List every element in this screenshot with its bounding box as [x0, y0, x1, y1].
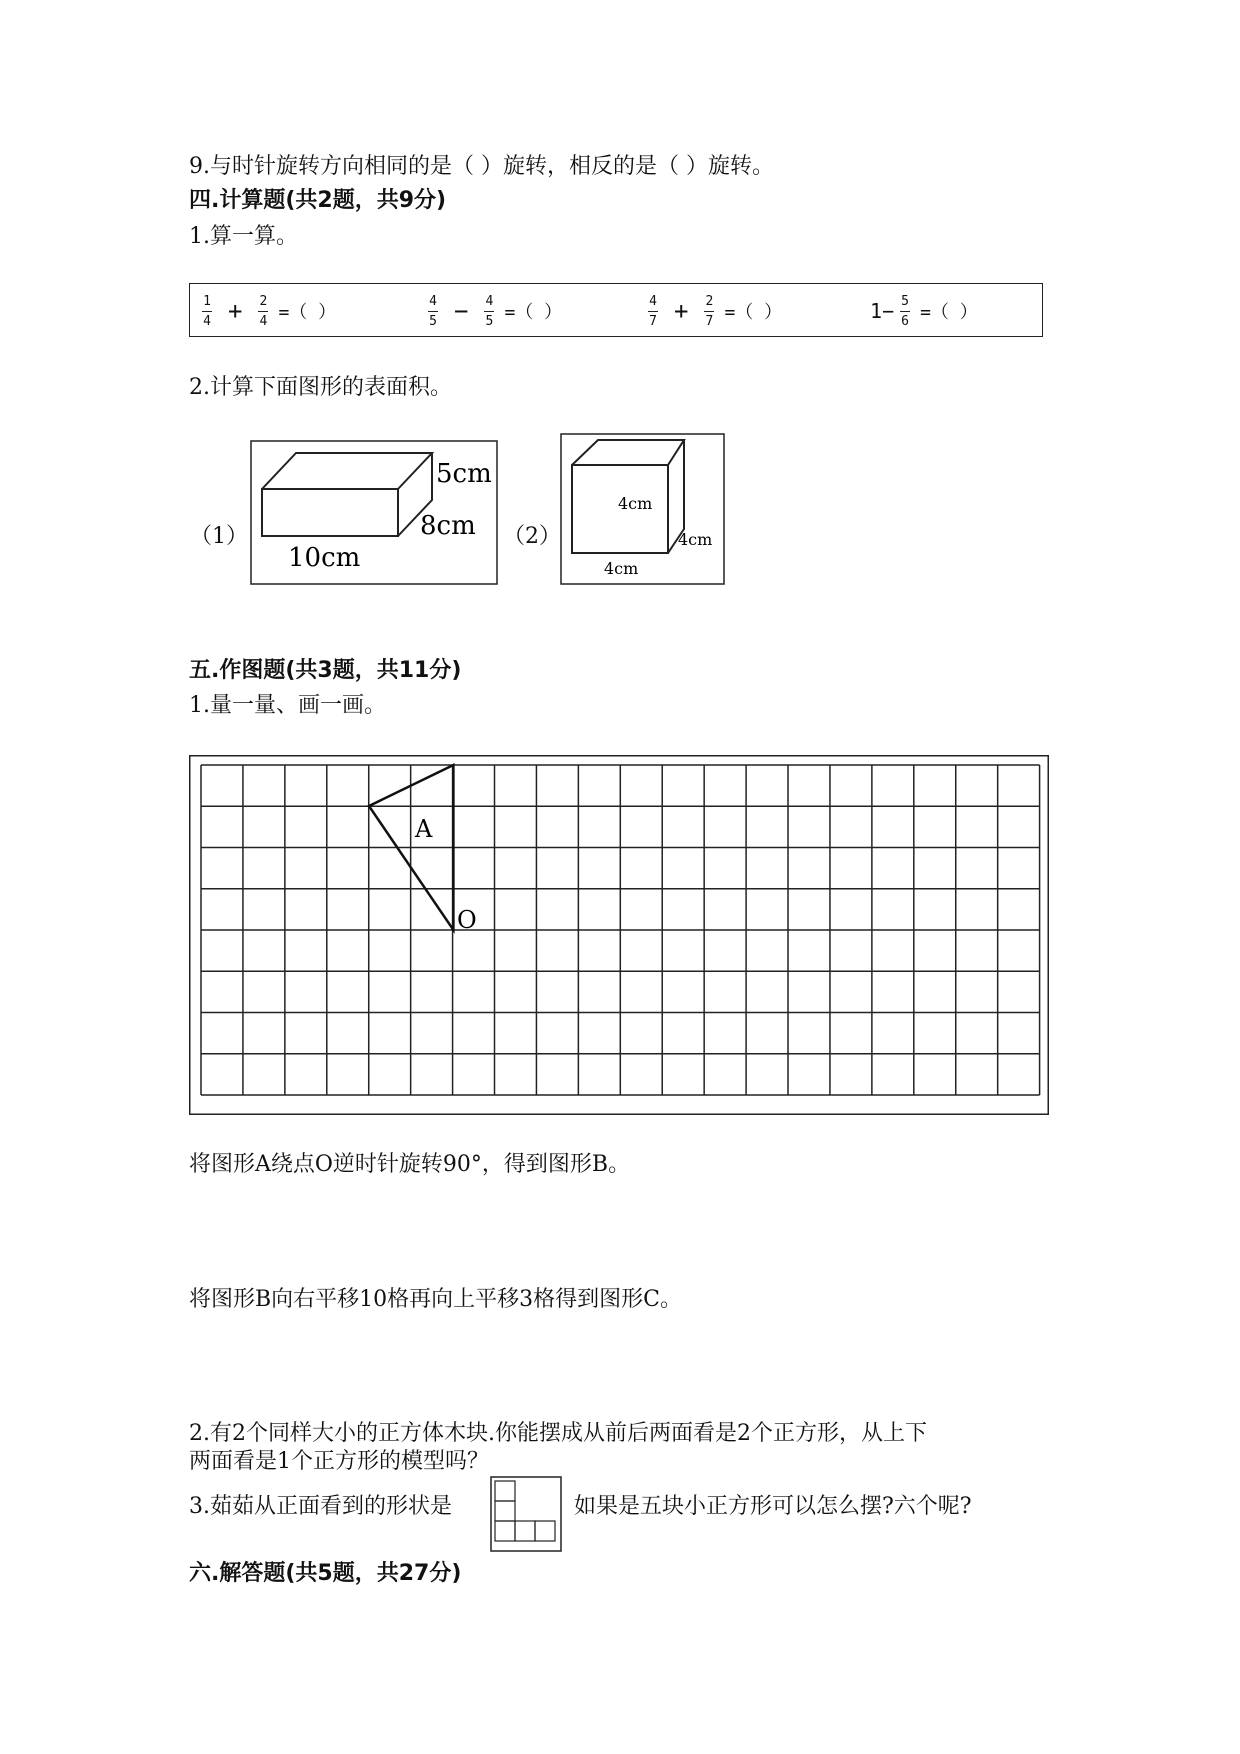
answer-blank[interactable]: =（ ） — [504, 302, 563, 323]
section-4-q2-label: 2.计算下面图形的表面积。 — [189, 375, 452, 400]
figure-2-label: （2） — [503, 524, 561, 549]
question-9: 9.与时针旋转方向相同的是（ ）旋转，相反的是（ ）旋转。 — [189, 154, 774, 179]
cuboid-height-label: 5cm — [436, 459, 492, 489]
section-5-q2-line-1: 2.有2个同样大小的正方体木块.你能摆成从前后两面看是2个正方形，从上下 — [189, 1421, 927, 1446]
section-5-q3-part-1: 3.茹茹从正面看到的形状是 — [189, 1494, 452, 1519]
calc-item-3: $\frac{4}{7}$ + $\frac{2}{7}$ =（ ） — [649, 293, 783, 329]
instruction-rotate: 将图形A绕点O逆时针旋转90°，得到图形B。 — [189, 1152, 631, 1177]
cuboid-figure — [250, 440, 498, 585]
fraction: $\frac{4}{5}$ — [429, 293, 437, 329]
fraction: $\frac{2}{4}$ — [259, 293, 268, 329]
fraction: $\frac{1}{4}$ — [203, 293, 211, 329]
instruction-translate: 将图形B向右平移10格再向上平移3格得到图形C。 — [189, 1287, 682, 1312]
answer-blank[interactable]: =（ ） — [278, 302, 337, 323]
section-5-heading: 五.作图题(共3题，共11分) — [189, 658, 462, 683]
grid-lines — [201, 765, 1040, 1095]
fraction: $\frac{4}{7}$ — [649, 293, 657, 329]
calc-item-1: $\frac{1}{4}$ + $\frac{2}{4}$ =（ ） — [203, 293, 337, 329]
section-5-q1-label: 1.量一量、画一画。 — [189, 693, 386, 718]
section-4-q1-label: 1.算一算。 — [189, 224, 298, 249]
drawing-grid — [189, 755, 1049, 1115]
point-o-label: O — [457, 906, 477, 934]
cube-height-label: 4cm — [618, 494, 653, 513]
fraction: $\frac{4}{5}$ — [485, 293, 494, 329]
answer-blank[interactable]: =（ ） — [724, 302, 783, 323]
cuboid-width-label: 8cm — [420, 511, 476, 541]
section-6-heading: 六.解答题(共5题，共27分) — [189, 1561, 462, 1586]
answer-blank[interactable]: =（ ） — [920, 302, 978, 323]
section-5-q3-part-2: 如果是五块小正方形可以怎么摆?六个呢? — [574, 1494, 972, 1519]
figure-a-label: A — [415, 815, 433, 843]
fraction: $\frac{2}{7}$ — [705, 293, 714, 329]
cube-width-label: 4cm — [678, 530, 713, 549]
calc-item-2: $\frac{4}{5}$ − $\frac{4}{5}$ =（ ） — [429, 293, 563, 329]
fraction: $\frac{5}{6}$ — [901, 293, 909, 329]
calc-item-4: 1− $\frac{5}{6}$ =（ ） — [870, 293, 978, 329]
calculation-box — [189, 283, 1043, 337]
cuboid-length-label: 10cm — [288, 543, 361, 573]
cube-length-label: 4cm — [604, 559, 639, 578]
front-view-figure — [490, 1476, 562, 1552]
section-5-q2-line-2: 两面看是1个正方形的模型吗？ — [189, 1449, 489, 1474]
figure-1-label: （1） — [190, 524, 248, 549]
section-4-heading: 四.计算题(共2题，共9分) — [189, 188, 447, 213]
cube-figure — [560, 433, 725, 585]
